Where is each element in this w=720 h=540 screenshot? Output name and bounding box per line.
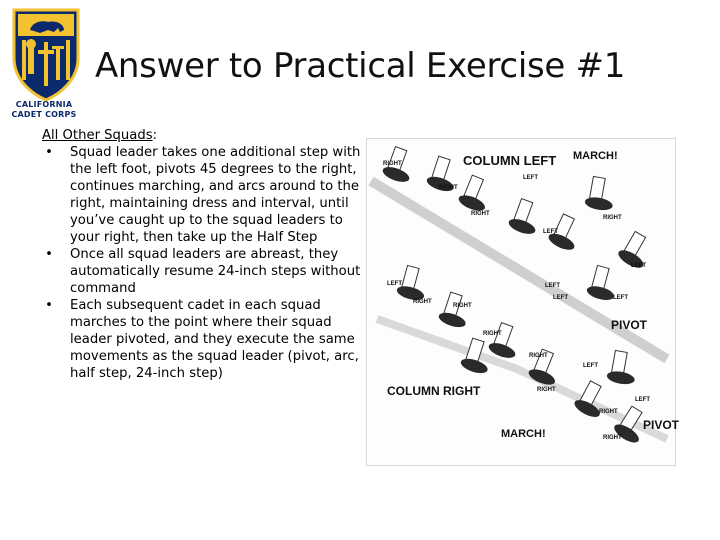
foot-label: RIGHT [439,185,458,191]
logo-line-2: CADET CORPS [11,110,77,119]
content-text [42,127,362,382]
shoe-icon [507,197,544,237]
bullet-icon: • [45,298,53,313]
slide-title: Answer to Practical Exercise #1 [94,46,626,86]
bullet-text: Squad leader takes one additional step with the left foot, pivots 45 degrees to the right, continues marching, and arcs around to the right, maintaining dress and interval, until you’ve caught up to the squad leaders to your right, then take up the Half Step [70,145,361,245]
foot-label: RIGHT [599,409,618,415]
pivot-top-label: PIVOT [611,318,648,332]
column-right-label: COLUMN RIGHT [387,384,481,398]
foot-label: RIGHT [413,299,432,305]
foot-label: RIGHT [537,387,556,393]
bullet-list [42,144,362,382]
shoe-icon [437,291,474,330]
march-bottom-label: MARCH! [501,428,546,440]
bullet-item [42,297,362,382]
foot-label: LEFT [613,295,628,301]
foot-label: RIGHT [483,331,502,337]
bullet-text: Once all squad leaders are abreast, they automatically resume 24-inch steps without command [70,247,361,296]
bullet-item [42,144,362,246]
bullet-icon: • [45,247,53,262]
foot-label: LEFT [523,175,538,181]
marching-feet-diagram [367,139,680,465]
column-movement-illustration [366,138,680,466]
logo-caption [4,100,84,120]
foot-label: LEFT [631,263,646,269]
column-left-label: COLUMN LEFT [463,153,557,168]
foot-label: LEFT [387,281,402,287]
foot-label: LEFT [635,397,650,403]
section-heading [42,127,362,144]
logo-line-1: CALIFORNIA [15,100,73,109]
section-heading-label: All Other Squads [42,128,153,143]
foot-label: RIGHT [453,303,472,309]
march-top-label: MARCH! [573,150,618,162]
foot-label: LEFT [553,295,568,301]
shoe-icon [606,350,639,386]
foot-label: RIGHT [383,161,402,167]
foot-label: RIGHT [603,215,622,221]
bullet-item [42,246,362,297]
foot-label: RIGHT [471,211,490,217]
bullet-icon: • [45,145,53,160]
foot-label: LEFT [545,283,560,289]
foot-label: LEFT [543,229,558,235]
bullet-text: Each subsequent cadet in each squad marches to the point where their squad leader pivoted, and they execute the same movements as the squad leader (pivot, arc, half step, 24-inch step) [70,298,359,381]
pivot-bottom-label: PIVOT [643,418,680,432]
shoe-icon [457,174,495,214]
foot-label: RIGHT [603,435,622,441]
foot-label: RIGHT [529,353,548,359]
section-heading-colon: : [152,128,158,143]
foot-label: LEFT [583,363,598,369]
shoe-icon [584,176,617,212]
shoe-icon [487,321,524,361]
